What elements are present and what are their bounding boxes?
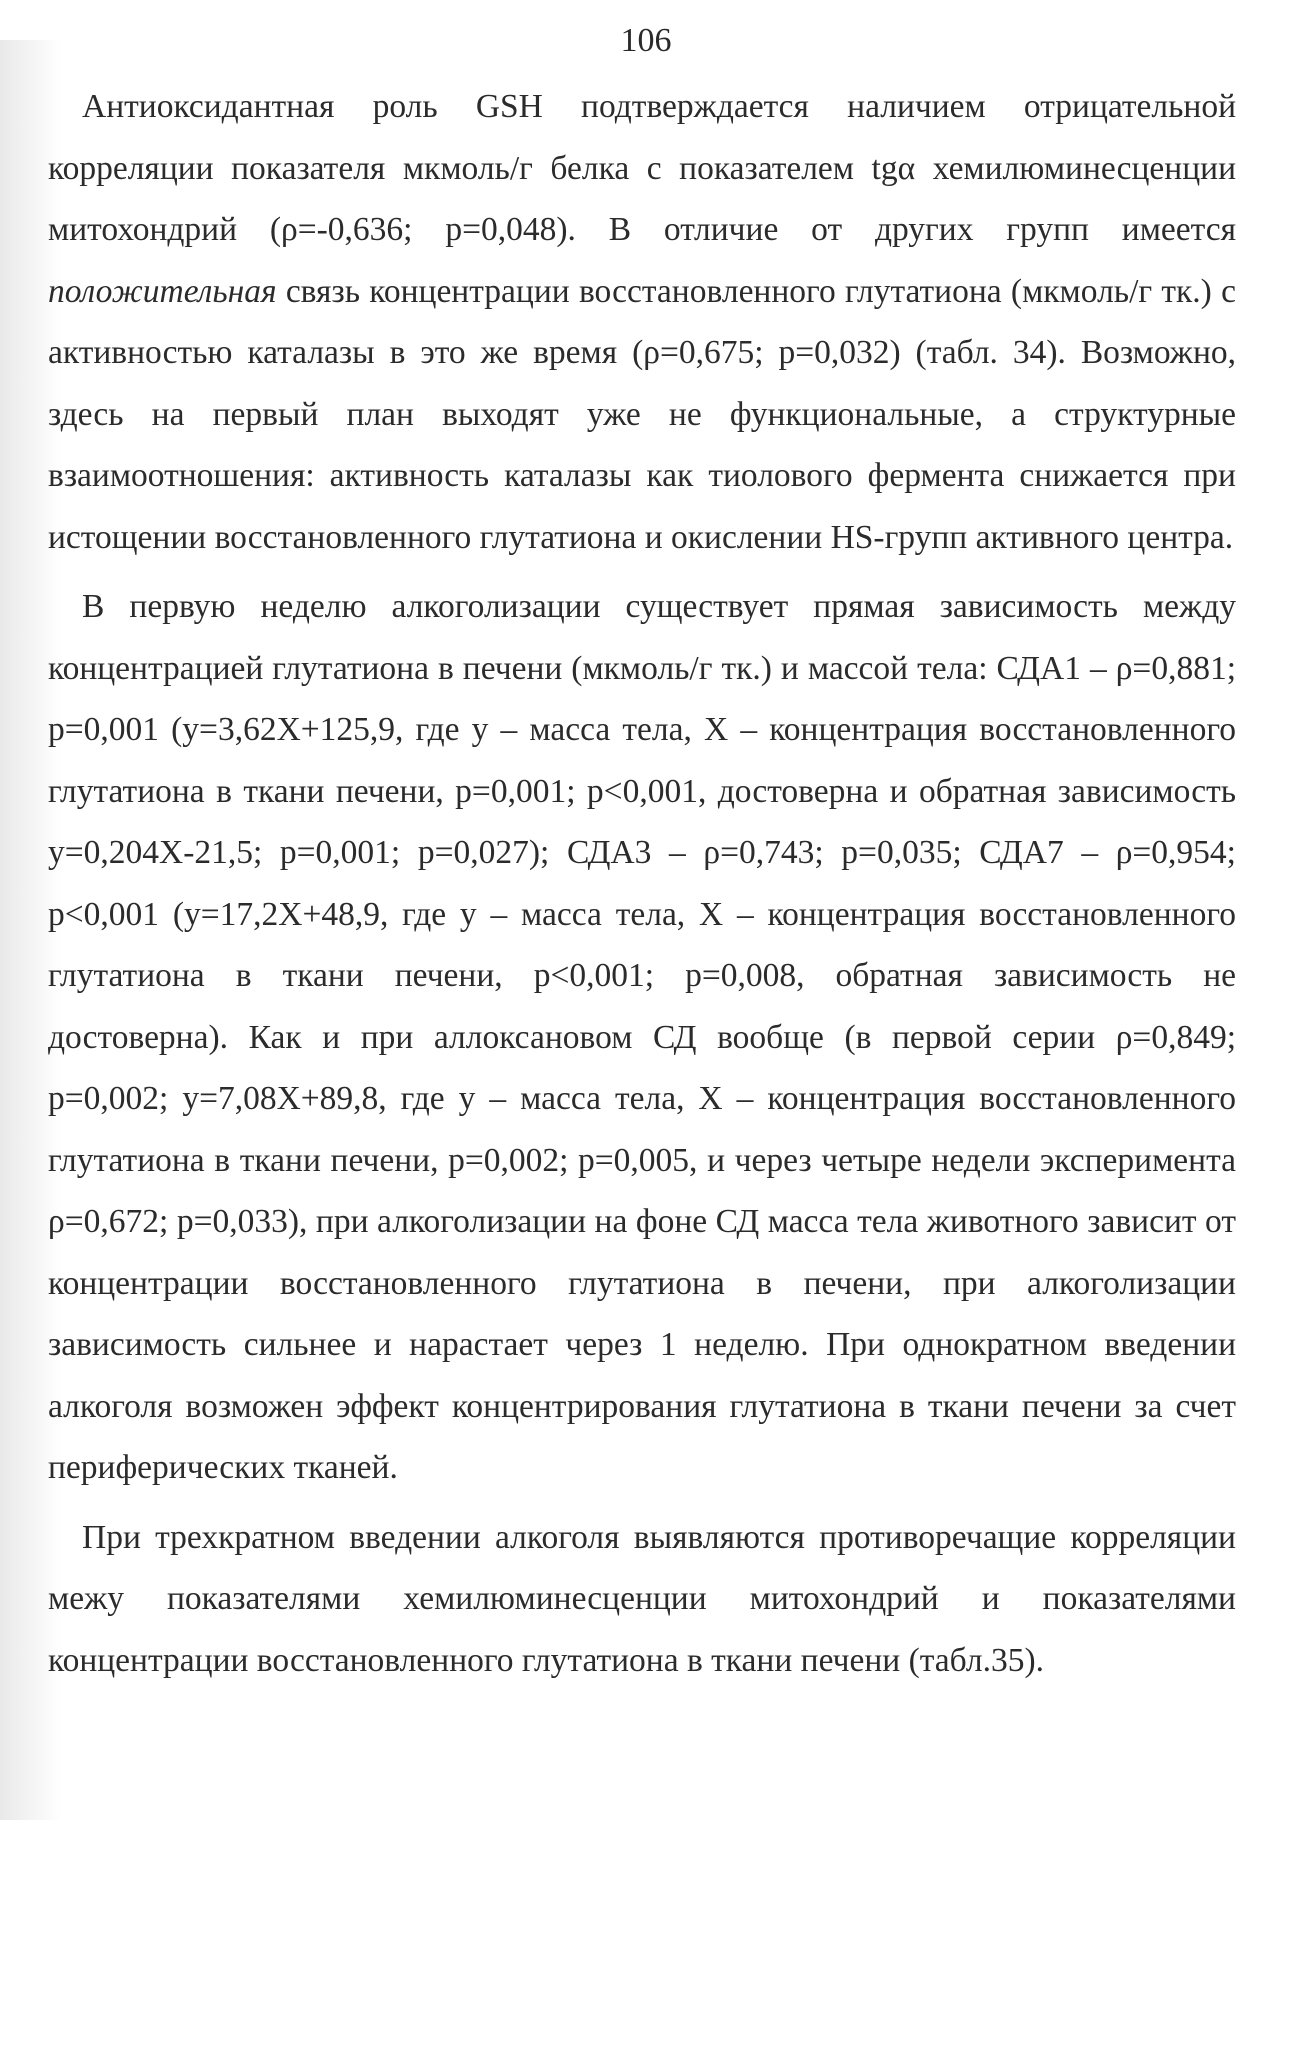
paragraph-1-part-3: связь концентрации восстановленного глутатиона (мкмоль/г тк.) с активностью каталазы в это же время (ρ=0,675; p=0,032) (табл. 34). Возможно, здесь на первый план выходят уже не функциональные, а структурные взаимоотношения: активность каталазы как тиолового фермента снижается при истощении восстановленного глутатиона и окислении HS-групп активного центра.	[48, 272, 1236, 556]
page-number: 106	[620, 22, 672, 59]
paragraph-first-week-alcoholization: В первую неделю алкоголизации существует прямая зависимость между концентрацией глутатиона в печени (мкмоль/г тк.) и массой тела: СДА1 – ρ=0,881; p=0,001 (y=3,62X+125,9, где у – масса тела, Х – концентрация восстановленного глутатиона в ткани печени, p=0,001; p<0,001, достоверна и обратная зависимость y=0,204X-21,5; p=0,001; p=0,027); СДА3 – ρ=0,743; p=0,035; СДА7 – ρ=0,954; p<0,001 (y=17,2X+48,9, где у – масса тела, Х – концентрация восстановленного глутатиона в ткани печени, p<0,001; p=0,008, обратная зависимость не достоверна). Как и при аллоксановом СД вообще (в первой серии ρ=0,849; p=0,002; y=7,08X+89,8, где у – масса тела, Х – концентрация восстановленного глутатиона в ткани печени, p=0,002; p=0,005, и через четыре недели эксперимента ρ=0,672; p=0,033), при алкоголизации на фоне СД масса тела животного зависит от концентрации восстановленного глутатиона в печени, при алкоголизации зависимость сильнее и нарастает через 1 неделю. При однократном введении алкоголя возможен эффект концентрирования глутатиона в ткани печени за счет периферических тканей.	[48, 588, 1236, 1486]
paragraph-triple-alcohol: При трехкратном введении алкоголя выявляются противоречащие корреляции межу показателями хемилюминесценции митохондрий и показателями концентрации восстановленного глутатиона в ткани печени (табл.35).	[48, 1518, 1236, 1679]
italic-emphasis: положительная	[48, 272, 277, 310]
paragraph-antioxidant-role	[48, 76, 1236, 568]
body-text	[48, 76, 1236, 1691]
paragraph-1-part-1: Антиоксидантная роль GSH подтверждается наличием отрицательной корреляции показателя мкмоль/г белка с показателем tgα хемилюминесценции митохондрий (ρ=-0,636; p=0,048). В отличие от других групп имеется	[48, 88, 1236, 248]
